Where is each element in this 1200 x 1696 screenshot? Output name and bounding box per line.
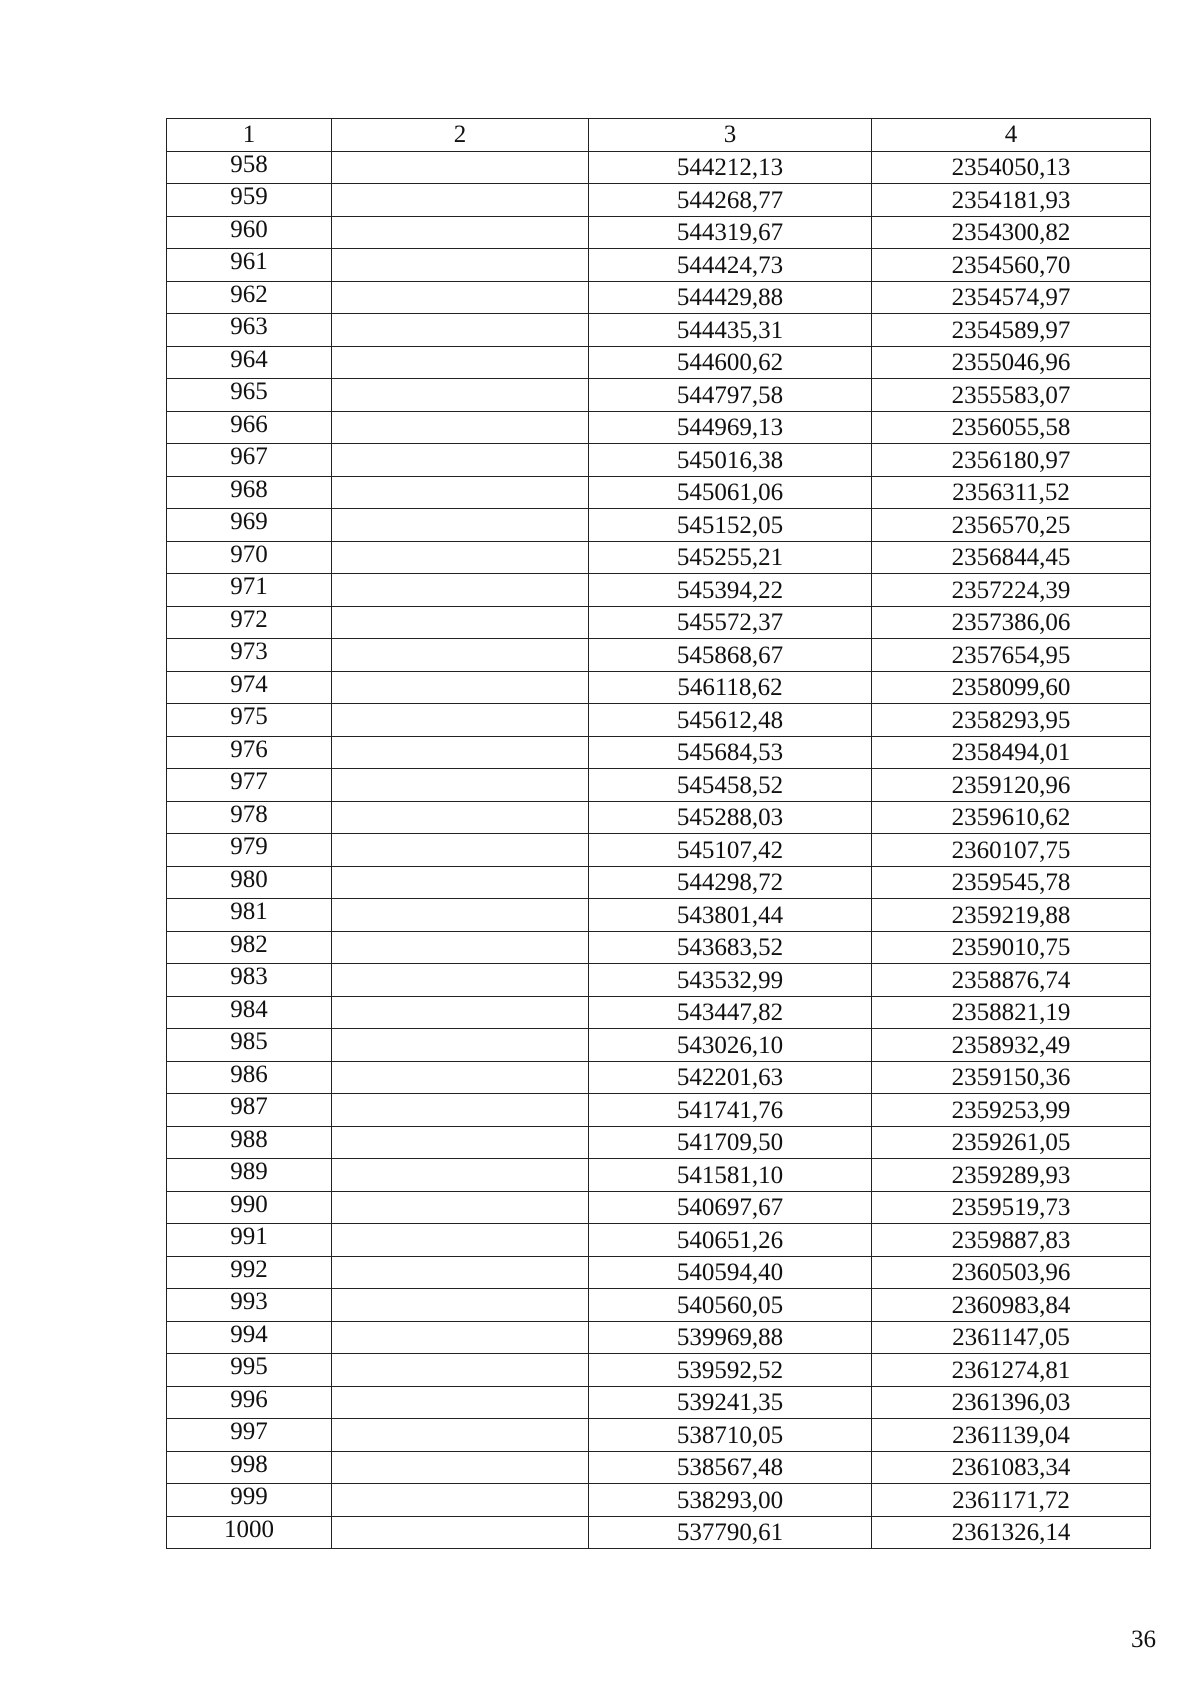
table-row [167,931,1151,964]
x-coordinate-cell: 545458,52 [589,769,872,802]
point-number-cell: 986 [167,1061,332,1094]
y-coordinate-cell: 2359219,88 [872,899,1151,932]
x-coordinate-cell: 544435,31 [589,314,872,347]
table-row [167,1386,1151,1419]
x-coordinate-cell: 539592,52 [589,1354,872,1387]
column-2-cell [332,151,589,184]
x-coordinate-cell: 540594,40 [589,1256,872,1289]
column-2-cell [332,476,589,509]
table-row [167,1451,1151,1484]
x-coordinate-cell: 544212,13 [589,151,872,184]
point-number-cell: 960 [167,216,332,249]
point-number-cell: 963 [167,314,332,347]
column-2-cell [332,671,589,704]
table-row [167,1484,1151,1517]
column-2-cell [332,1289,589,1322]
y-coordinate-cell: 2358821,19 [872,996,1151,1029]
point-number-cell: 974 [167,671,332,704]
y-coordinate-cell: 2354300,82 [872,216,1151,249]
column-2-cell [332,996,589,1029]
y-coordinate-cell: 2357224,39 [872,574,1151,607]
y-coordinate-cell: 2361147,05 [872,1321,1151,1354]
table-row [167,346,1151,379]
column-2-cell [332,1256,589,1289]
table-row [167,1321,1151,1354]
point-number-cell: 964 [167,346,332,379]
y-coordinate-cell: 2360107,75 [872,834,1151,867]
point-number-cell: 976 [167,736,332,769]
table-row [167,151,1151,184]
column-2-cell [332,509,589,542]
header-col-2: 2 [332,119,589,152]
point-number-cell: 1000 [167,1516,332,1549]
point-number-cell: 978 [167,801,332,834]
page-number: 36 [1131,1626,1156,1653]
point-number-cell: 992 [167,1256,332,1289]
x-coordinate-cell: 544797,58 [589,379,872,412]
y-coordinate-cell: 2361274,81 [872,1354,1151,1387]
column-2-cell [332,216,589,249]
point-number-cell: 958 [167,151,332,184]
point-number-cell: 983 [167,964,332,997]
column-2-cell [332,184,589,217]
point-number-cell: 961 [167,249,332,282]
point-number-cell: 993 [167,1289,332,1322]
column-2-cell [332,931,589,964]
table-row [167,1256,1151,1289]
column-2-cell [332,1354,589,1387]
y-coordinate-cell: 2359010,75 [872,931,1151,964]
column-2-cell [332,736,589,769]
point-number-cell: 972 [167,606,332,639]
table-row [167,1516,1151,1549]
table-row [167,1289,1151,1322]
table-row [167,1354,1151,1387]
point-number-cell: 997 [167,1419,332,1452]
point-number-cell: 967 [167,444,332,477]
column-2-cell [332,1094,589,1127]
point-number-cell: 969 [167,509,332,542]
x-coordinate-cell: 545684,53 [589,736,872,769]
table-row [167,736,1151,769]
table-row [167,184,1151,217]
column-2-cell [332,1484,589,1517]
table-body [167,151,1151,1549]
header-row [167,119,1151,152]
point-number-cell: 959 [167,184,332,217]
table-row [167,281,1151,314]
y-coordinate-cell: 2359120,96 [872,769,1151,802]
column-2-cell [332,1159,589,1192]
column-2-cell [332,249,589,282]
y-coordinate-cell: 2360983,84 [872,1289,1151,1322]
point-number-cell: 988 [167,1126,332,1159]
x-coordinate-cell: 544268,77 [589,184,872,217]
column-2-cell [332,1126,589,1159]
table-row [167,671,1151,704]
table-row [167,476,1151,509]
y-coordinate-cell: 2361139,04 [872,1419,1151,1452]
x-coordinate-cell: 545288,03 [589,801,872,834]
column-2-cell [332,1451,589,1484]
x-coordinate-cell: 545016,38 [589,444,872,477]
table-row [167,216,1151,249]
x-coordinate-cell: 544424,73 [589,249,872,282]
point-number-cell: 962 [167,281,332,314]
table-row [167,249,1151,282]
y-coordinate-cell: 2354181,93 [872,184,1151,217]
table-row [167,996,1151,1029]
column-2-cell [332,899,589,932]
column-2-cell [332,346,589,379]
y-coordinate-cell: 2356570,25 [872,509,1151,542]
y-coordinate-cell: 2358494,01 [872,736,1151,769]
point-number-cell: 998 [167,1451,332,1484]
column-2-cell [332,1386,589,1419]
header-col-3: 3 [589,119,872,152]
header-col-4: 4 [872,119,1151,152]
table-row [167,1029,1151,1062]
table-row [167,1419,1151,1452]
coordinates-table [166,118,1151,1549]
table-row [167,444,1151,477]
y-coordinate-cell: 2354574,97 [872,281,1151,314]
point-number-cell: 987 [167,1094,332,1127]
column-2-cell [332,1224,589,1257]
table-row [167,1061,1151,1094]
y-coordinate-cell: 2359261,05 [872,1126,1151,1159]
x-coordinate-cell: 545394,22 [589,574,872,607]
x-coordinate-cell: 538710,05 [589,1419,872,1452]
column-2-cell [332,866,589,899]
table-row [167,314,1151,347]
y-coordinate-cell: 2359253,99 [872,1094,1151,1127]
x-coordinate-cell: 545255,21 [589,541,872,574]
x-coordinate-cell: 545152,05 [589,509,872,542]
y-coordinate-cell: 2358932,49 [872,1029,1151,1062]
table-row [167,1159,1151,1192]
table-row [167,834,1151,867]
table-row [167,1191,1151,1224]
y-coordinate-cell: 2355046,96 [872,346,1151,379]
column-2-cell [332,574,589,607]
y-coordinate-cell: 2357654,95 [872,639,1151,672]
table-row [167,769,1151,802]
column-2-cell [332,1191,589,1224]
column-2-cell [332,769,589,802]
y-coordinate-cell: 2356844,45 [872,541,1151,574]
table-row [167,1126,1151,1159]
column-2-cell [332,639,589,672]
y-coordinate-cell: 2361396,03 [872,1386,1151,1419]
x-coordinate-cell: 539241,35 [589,1386,872,1419]
x-coordinate-cell: 544429,88 [589,281,872,314]
table-row [167,574,1151,607]
y-coordinate-cell: 2358293,95 [872,704,1151,737]
column-2-cell [332,1516,589,1549]
x-coordinate-cell: 543447,82 [589,996,872,1029]
x-coordinate-cell: 544600,62 [589,346,872,379]
x-coordinate-cell: 542201,63 [589,1061,872,1094]
point-number-cell: 968 [167,476,332,509]
x-coordinate-cell: 544969,13 [589,411,872,444]
x-coordinate-cell: 543532,99 [589,964,872,997]
point-number-cell: 995 [167,1354,332,1387]
y-coordinate-cell: 2355583,07 [872,379,1151,412]
x-coordinate-cell: 541581,10 [589,1159,872,1192]
x-coordinate-cell: 540697,67 [589,1191,872,1224]
y-coordinate-cell: 2359519,73 [872,1191,1151,1224]
point-number-cell: 977 [167,769,332,802]
x-coordinate-cell: 545107,42 [589,834,872,867]
x-coordinate-cell: 538293,00 [589,1484,872,1517]
point-number-cell: 975 [167,704,332,737]
point-number-cell: 979 [167,834,332,867]
table-row [167,899,1151,932]
column-2-cell [332,541,589,574]
y-coordinate-cell: 2356311,52 [872,476,1151,509]
x-coordinate-cell: 538567,48 [589,1451,872,1484]
y-coordinate-cell: 2359150,36 [872,1061,1151,1094]
x-coordinate-cell: 540651,26 [589,1224,872,1257]
column-2-cell [332,834,589,867]
column-2-cell [332,314,589,347]
y-coordinate-cell: 2356055,58 [872,411,1151,444]
table-row [167,379,1151,412]
column-2-cell [332,281,589,314]
table-row [167,639,1151,672]
column-2-cell [332,606,589,639]
column-2-cell [332,704,589,737]
x-coordinate-cell: 545612,48 [589,704,872,737]
x-coordinate-cell: 543683,52 [589,931,872,964]
y-coordinate-cell: 2354589,97 [872,314,1151,347]
column-2-cell [332,1321,589,1354]
x-coordinate-cell: 545868,67 [589,639,872,672]
y-coordinate-cell: 2356180,97 [872,444,1151,477]
column-2-cell [332,964,589,997]
column-2-cell [332,801,589,834]
x-coordinate-cell: 541741,76 [589,1094,872,1127]
column-2-cell [332,379,589,412]
point-number-cell: 970 [167,541,332,574]
point-number-cell: 980 [167,866,332,899]
y-coordinate-cell: 2361326,14 [872,1516,1151,1549]
x-coordinate-cell: 546118,62 [589,671,872,704]
table-row [167,411,1151,444]
x-coordinate-cell: 541709,50 [589,1126,872,1159]
table-row [167,541,1151,574]
x-coordinate-cell: 537790,61 [589,1516,872,1549]
y-coordinate-cell: 2360503,96 [872,1256,1151,1289]
column-2-cell [332,1029,589,1062]
y-coordinate-cell: 2361171,72 [872,1484,1151,1517]
x-coordinate-cell: 545572,37 [589,606,872,639]
point-number-cell: 971 [167,574,332,607]
y-coordinate-cell: 2361083,34 [872,1451,1151,1484]
table-row [167,509,1151,542]
y-coordinate-cell: 2358876,74 [872,964,1151,997]
x-coordinate-cell: 545061,06 [589,476,872,509]
x-coordinate-cell: 543801,44 [589,899,872,932]
table-row [167,1094,1151,1127]
table-row [167,1224,1151,1257]
table-row [167,606,1151,639]
table-row [167,704,1151,737]
point-number-cell: 999 [167,1484,332,1517]
point-number-cell: 966 [167,411,332,444]
point-number-cell: 996 [167,1386,332,1419]
table-header [167,119,1151,152]
y-coordinate-cell: 2354560,70 [872,249,1151,282]
point-number-cell: 965 [167,379,332,412]
x-coordinate-cell: 539969,88 [589,1321,872,1354]
column-2-cell [332,411,589,444]
point-number-cell: 989 [167,1159,332,1192]
y-coordinate-cell: 2359545,78 [872,866,1151,899]
table-row [167,964,1151,997]
y-coordinate-cell: 2358099,60 [872,671,1151,704]
x-coordinate-cell: 543026,10 [589,1029,872,1062]
point-number-cell: 973 [167,639,332,672]
table-row [167,866,1151,899]
y-coordinate-cell: 2359887,83 [872,1224,1151,1257]
table-row [167,801,1151,834]
point-number-cell: 984 [167,996,332,1029]
point-number-cell: 982 [167,931,332,964]
x-coordinate-cell: 540560,05 [589,1289,872,1322]
x-coordinate-cell: 544298,72 [589,866,872,899]
column-2-cell [332,1419,589,1452]
column-2-cell [332,444,589,477]
point-number-cell: 985 [167,1029,332,1062]
y-coordinate-cell: 2359610,62 [872,801,1151,834]
point-number-cell: 981 [167,899,332,932]
y-coordinate-cell: 2359289,93 [872,1159,1151,1192]
point-number-cell: 990 [167,1191,332,1224]
point-number-cell: 991 [167,1224,332,1257]
y-coordinate-cell: 2354050,13 [872,151,1151,184]
header-col-1: 1 [167,119,332,152]
y-coordinate-cell: 2357386,06 [872,606,1151,639]
column-2-cell [332,1061,589,1094]
point-number-cell: 994 [167,1321,332,1354]
x-coordinate-cell: 544319,67 [589,216,872,249]
